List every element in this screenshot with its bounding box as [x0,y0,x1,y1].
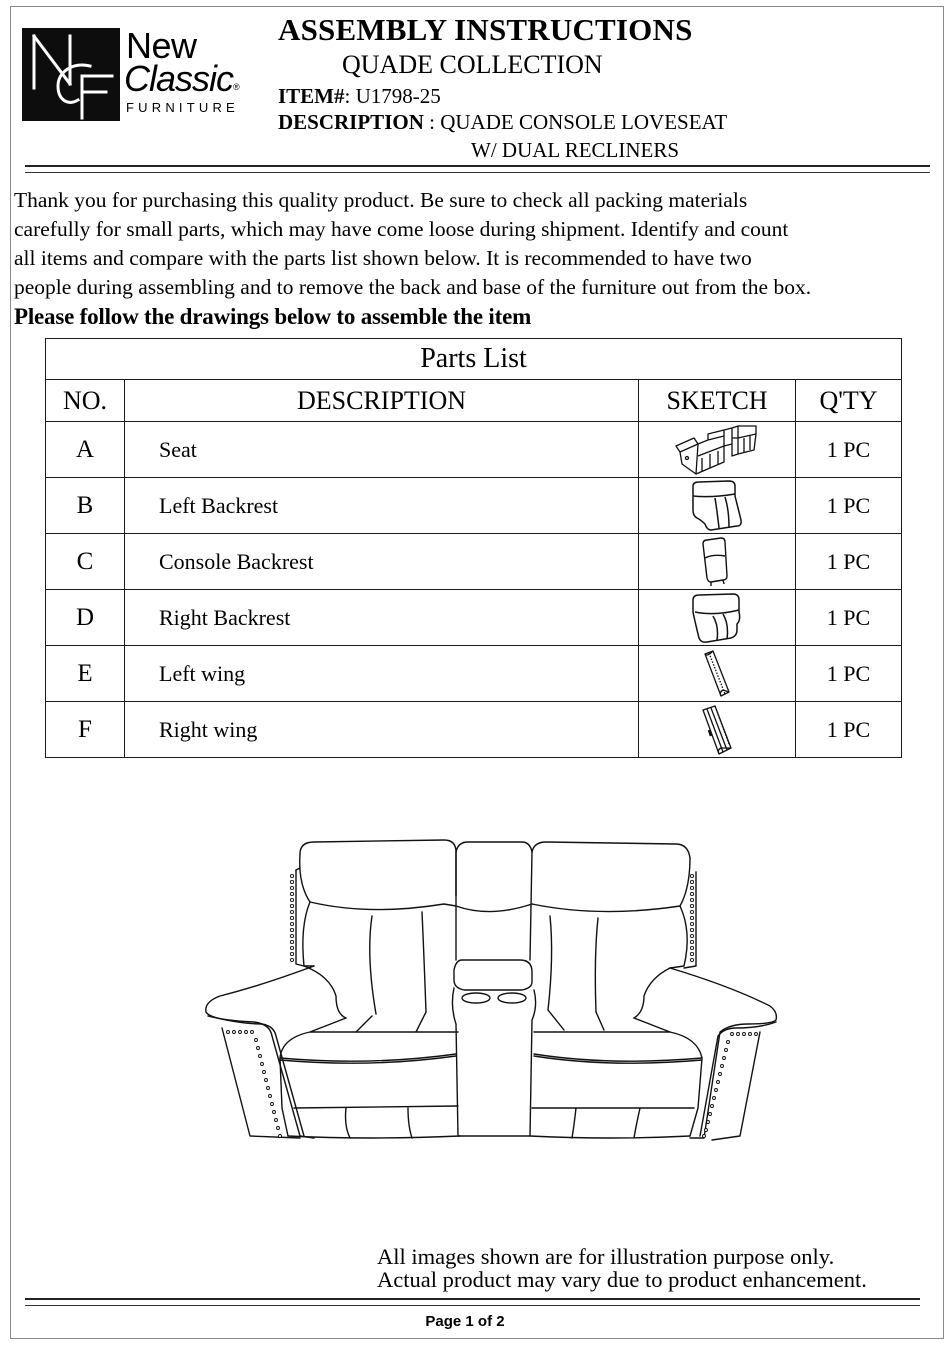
part-no: C [46,534,125,590]
loveseat-with-console-icon [200,836,780,1156]
ncf-monogram-icon [22,28,120,121]
footer-divider-top [25,1298,920,1300]
part-sketch-cell [639,702,796,758]
part-qty: 1 PC [796,646,902,702]
parts-list-header [46,380,902,422]
part-description: Left wing [125,646,639,702]
right-wing-sketch-icon [699,704,735,756]
item-label: ITEM# [278,84,345,108]
registered-mark: ® [233,82,239,92]
disclaimer-line-2: Actual product may vary due to product enhancement. [377,1267,867,1292]
parts-list-table [45,338,902,758]
part-sketch-cell [639,422,796,478]
part-description: Console Backrest [125,534,639,590]
column-header-qty: Q'TY [796,380,902,422]
part-sketch-cell [639,590,796,646]
column-header-no: NO. [46,380,125,422]
part-sketch-cell [639,646,796,702]
column-header-sketch: SKETCH [639,380,796,422]
header-divider-bottom [25,172,930,173]
left-backrest-sketch-icon [687,480,747,532]
description-label: DESCRIPTION [278,110,424,134]
column-header-description: DESCRIPTION [125,380,639,422]
brand-classic-text: Classic [124,58,234,99]
console-backrest-sketch-icon [699,536,735,588]
ncf-logo-mark [22,28,120,121]
brand-name-new: New [126,25,197,66]
part-no: F [46,702,125,758]
assembly-instruction: Please follow the drawings below to assemble the item [14,304,532,329]
collection-name: QUADE COLLECTION [342,50,603,79]
intro-paragraph [14,186,944,331]
document-title: ASSEMBLY INSTRUCTIONS [278,12,693,47]
part-no: E [46,646,125,702]
product-description-line2: W/ DUAL RECLINERS [471,138,680,162]
table-row [46,478,902,534]
part-no: D [46,590,125,646]
header-divider-top [25,165,930,167]
product-description [278,109,727,135]
disclaimer-line-1: All images shown are for illustration purpose only. [377,1244,835,1269]
table-row [46,702,902,758]
intro-line: all items and compare with the parts list shown below. It is recommended to have two [14,246,752,270]
seat-sketch-icon [672,424,762,476]
table-row [46,646,902,702]
table-row [46,422,902,478]
footer-divider-bottom [25,1305,920,1306]
part-description: Right Backrest [125,590,639,646]
illustration-disclaimer [377,1245,867,1291]
item-number [278,84,441,108]
part-no: B [46,478,125,534]
table-row [46,534,902,590]
item-value: : U1798-25 [344,84,441,108]
description-value: : QUADE CONSOLE LOVESEAT [423,110,728,134]
part-no: A [46,422,125,478]
intro-line: people during assembling and to remove the back and base of the furniture out from the box. [14,275,812,299]
table-row [46,590,902,646]
part-qty: 1 PC [796,590,902,646]
intro-line: Thank you for purchasing this quality product. Be sure to check all packing materials [14,188,748,212]
part-qty: 1 PC [796,422,902,478]
part-qty: 1 PC [796,702,902,758]
parts-list-title: Parts List [46,339,902,380]
right-backrest-sketch-icon [687,592,747,644]
loveseat-illustration [200,836,780,1161]
page-indicator: Page 1 of 2 [425,1313,505,1330]
part-sketch-cell [639,478,796,534]
left-wing-sketch-icon [699,648,735,700]
part-qty: 1 PC [796,534,902,590]
part-sketch-cell [639,534,796,590]
brand-name-classic [124,60,239,98]
intro-line: carefully for small parts, which may have come loose during shipment. Identify and count [14,217,789,241]
part-description: Left Backrest [125,478,639,534]
part-description: Right wing [125,702,639,758]
part-description: Seat [125,422,639,478]
part-qty: 1 PC [796,478,902,534]
brand-name-furniture: FURNITURE [126,100,239,115]
